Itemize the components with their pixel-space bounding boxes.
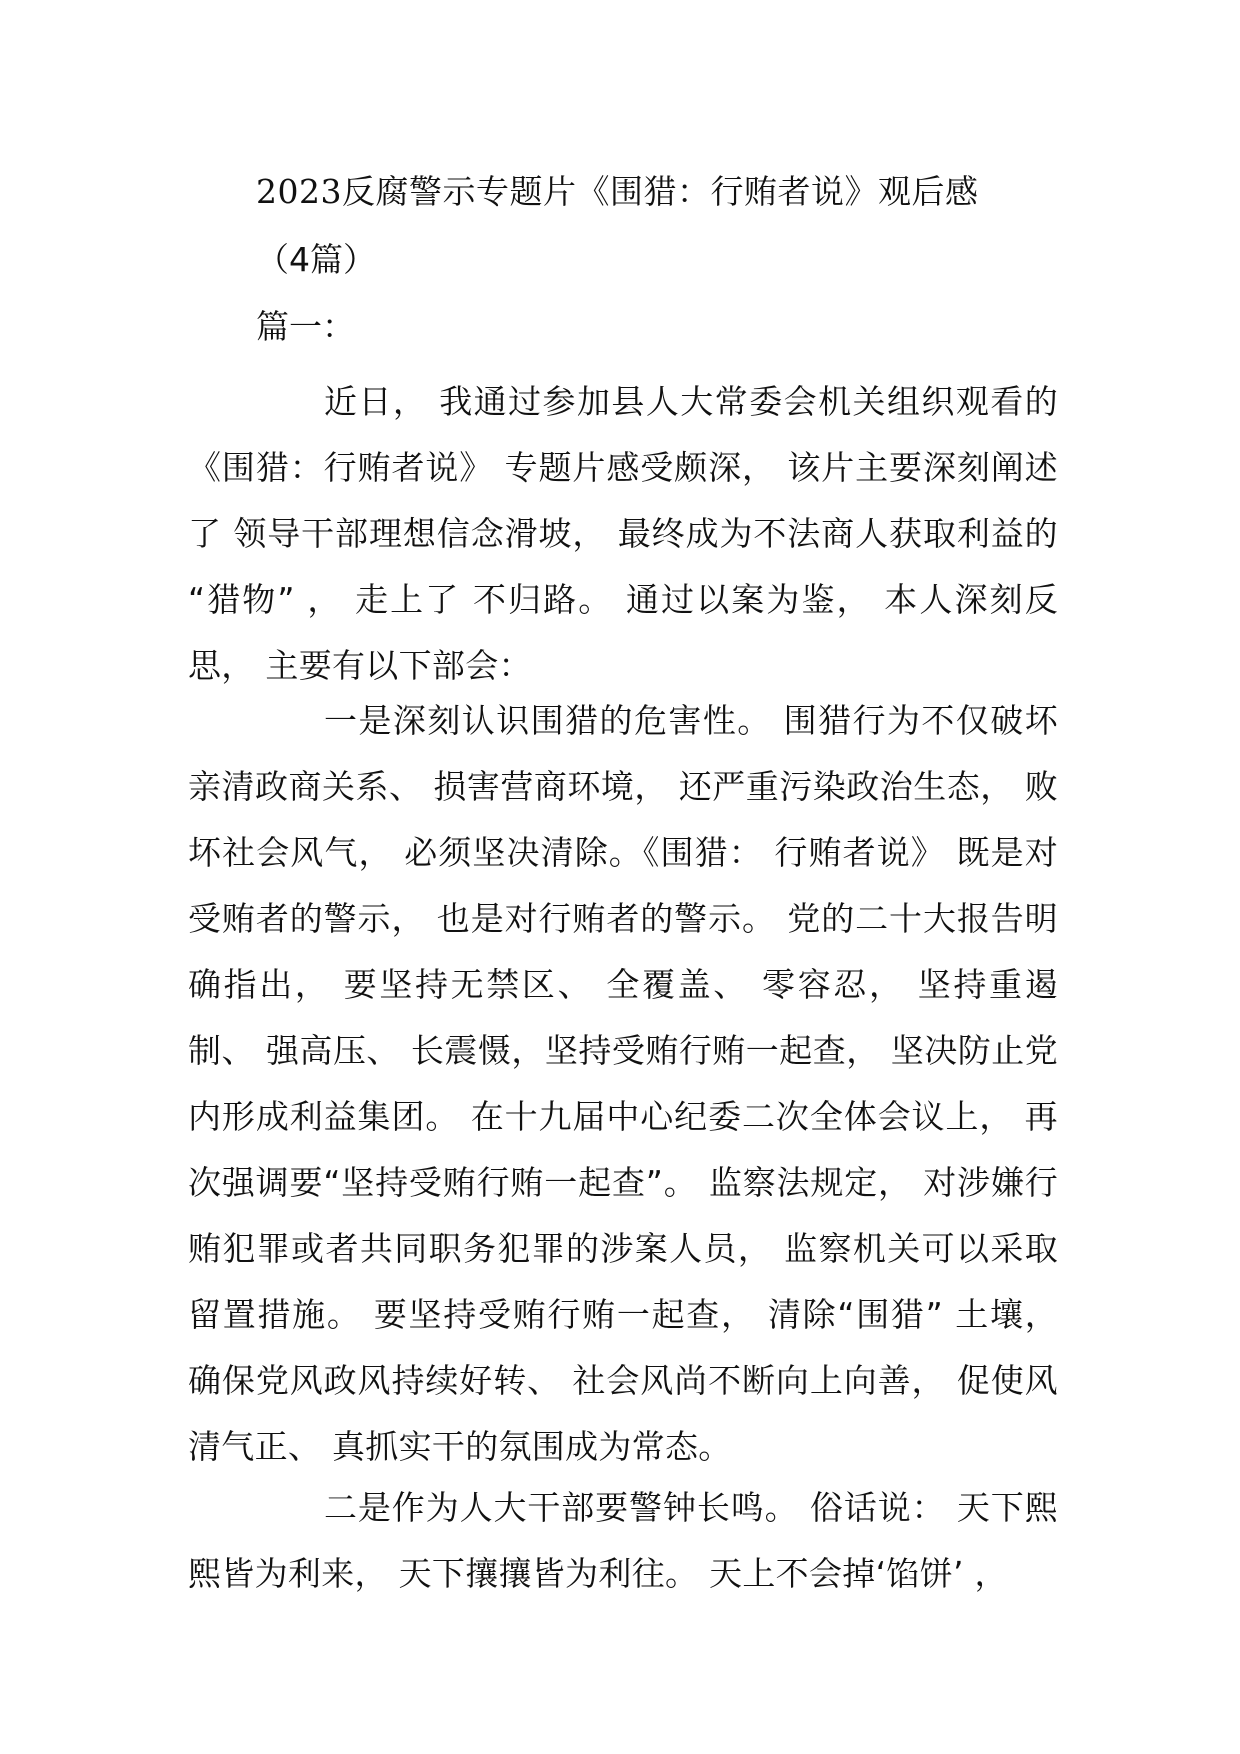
paragraph-point-two: 二是作为人大干部要警钟长鸣。 俗话说： 天下熙熙皆为利来， 天下攘攘皆为利往。 天上不会掉‘馅饼’ ， xyxy=(188,1488,1058,1593)
paragraph-point-one: 一是深刻认识围猎的危害性。 围猎行为不仅破坏亲清政商关系、 损害营商环境， 还严重污染政治生态， 败坏社会风气， 必须坚决清除。《围猎： 行贿者说》 既是对受贿者的警示， 也是对行贿者的警示。 党的二十大报告明确指出， 要坚持无禁区、 全覆盖、 零容忍， 坚持重遏制、 强高压、 长震慑，坚持受贿行贿一起查， 坚决防止党内形成利益集团。 在十九届中心纪委二次全体会议上， 再次强调要“坚持受贿行贿一起查”。 监察法规定， 对涉嫌行贿犯罪或者共同职务犯罪的涉案人员， 监察机关可以采取留置措施。 要坚持受贿行贿一起查， 清除“围猎” 土壤， 确保党风政风持续好转、 社会风尚不断向上向善， 促使风清气正、 真抓实干的氛围成为常态。 xyxy=(188,701,1058,1466)
document-title-count: （4篇） xyxy=(256,240,376,279)
document-title: 2023反腐警示专题片《围猎：行贿者说》观后感 xyxy=(256,172,979,211)
paragraph-intro: 近日， 我通过参加县人大常委会机关组织观看的《围猎：行贿者说》 专题片感受颇深， 该片主要深刻阐述了 领导干部理想信念滑坡， 最终成为不法商人获取利益的 “猎物” ， 走上了 不归路。 通过以案为鉴， 本人深刻反思， 主要有以下部会： xyxy=(188,382,1058,685)
section-heading: 篇一： xyxy=(256,307,355,346)
